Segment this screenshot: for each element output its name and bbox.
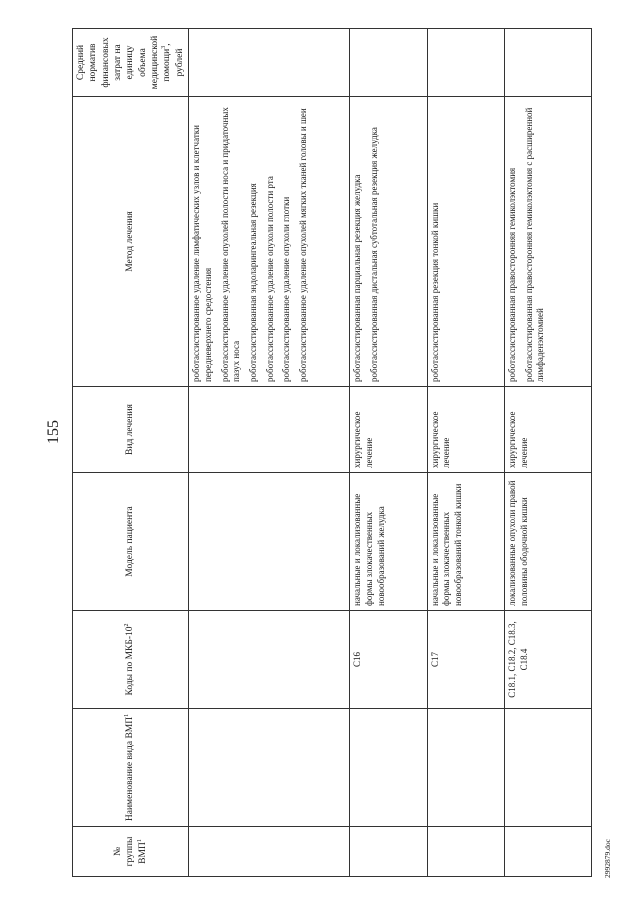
cell-treatment-type: хирургическое лечение (427, 387, 504, 473)
method-text: роботассистированное удаление опухоли полости рта (264, 176, 275, 382)
cell-patient-model: локализованные опухоли правой половины ободочной кишки (504, 473, 591, 611)
header-group-no: № группы ВМП$^1$ (73, 827, 189, 877)
table-row-continuation (189, 29, 350, 877)
cell-mkb-code: C16 (350, 611, 427, 709)
cell-treatment-methods (189, 97, 350, 387)
header-vmp-name: Наименование вида ВМП$^1$ (73, 709, 189, 827)
cell-mkb-code: C17 (427, 611, 504, 709)
method-text: роботассистированная дистальная субтотальная резекция желудка (368, 127, 379, 382)
cell-vmp-name (427, 709, 504, 827)
table-header (73, 29, 189, 877)
header-avg-cost: Средний норматив финансовых затрат на единицу объема медицинской помощи$^3$, рублей (73, 29, 189, 97)
table-row-c17 (427, 29, 504, 877)
header-row (73, 29, 189, 877)
cell-patient-model: начальные и локализованные формы злокачественных новообразований желудка (350, 473, 427, 611)
cell-mkb-code: C18.1, C18.2, C18.3, C18.4 (504, 611, 591, 709)
table-body (189, 29, 592, 877)
cell-treatment-type (189, 387, 350, 473)
page-number: 155 (45, 420, 62, 444)
cell-treatment-methods (350, 97, 427, 387)
method-text: роботассистированная эндоларингеальная резекция (248, 183, 258, 382)
method-text: роботассистированная резекция тонкой кишки (429, 202, 440, 382)
method-text: роботассистированное удаление опухолей полости носа и придаточных пазух носа (219, 107, 242, 382)
cell-avg-cost (189, 29, 350, 97)
header-mkb-codes: Коды по МКБ-$10^2$ (73, 611, 189, 709)
method-text: роботассистированная правосторонняя гемиколэктомия (506, 167, 517, 382)
cell-mkb-code (189, 611, 350, 709)
cell-group-no (427, 827, 504, 877)
cell-group-no (350, 827, 427, 877)
table-row-c18 (504, 29, 591, 877)
method-text: роботассистированная парциальная резекция желудка (352, 174, 363, 382)
cell-vmp-name (350, 709, 427, 827)
cell-vmp-name (504, 709, 591, 827)
cell-group-no (189, 827, 350, 877)
cell-vmp-name (189, 709, 350, 827)
method-text: роботассистированное удаление опухоли глотки (281, 196, 292, 382)
header-treatment-method: Метод лечения (73, 97, 189, 387)
method-text: роботассистированное удаление опухолей мягких тканей головы и шеи (298, 108, 309, 382)
method-text: роботассистированная правосторонняя гемиколэктомия с расширенной лимфаденэктомией (523, 107, 546, 382)
cell-group-no (504, 827, 591, 877)
cell-patient-model (189, 473, 350, 611)
cell-avg-cost (427, 29, 504, 97)
footer-filename: 2992879.doc (603, 839, 612, 878)
cell-avg-cost (504, 29, 591, 97)
cell-treatment-type: хирургическое лечение (350, 387, 427, 473)
header-patient-model: Модель пациента (73, 473, 189, 611)
cell-treatment-type: хирургическое лечение (504, 387, 591, 473)
header-treatment-type: Вид лечения (73, 387, 189, 473)
method-text: роботассистированное удаление лимфатических узлов и клетчатки передневерхнего средостения (191, 125, 213, 382)
cell-avg-cost (350, 29, 427, 97)
cell-patient-model: начальные и локализованные формы злокачественных новообразований тонкой кишки (427, 473, 504, 611)
rotated-table-container (72, 29, 592, 877)
vmp-table (72, 28, 592, 877)
table-row-c16 (350, 29, 427, 877)
cell-treatment-methods (504, 97, 591, 387)
cell-treatment-methods (427, 97, 504, 387)
